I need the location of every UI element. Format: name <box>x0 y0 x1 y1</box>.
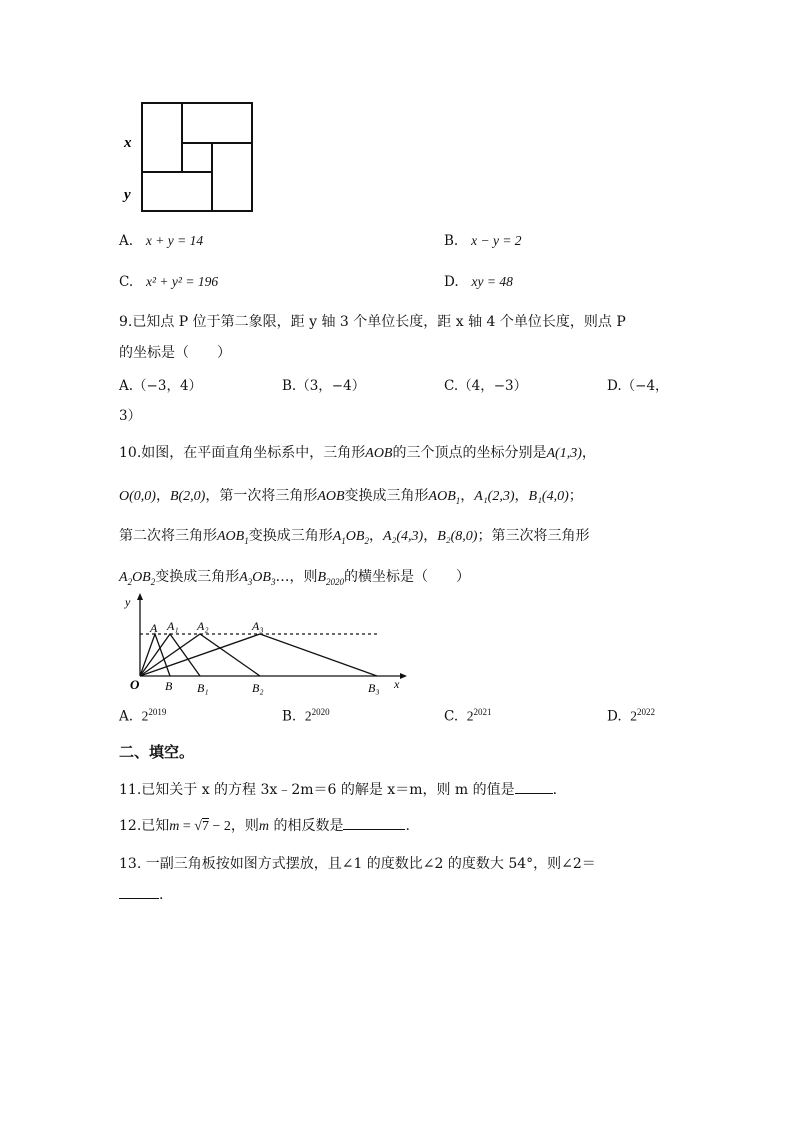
exponent: 2019 <box>148 707 167 717</box>
text: 的横坐标是（ ） <box>344 569 471 585</box>
text: …，则 <box>275 569 318 585</box>
y-label: y <box>125 595 131 609</box>
text: 的三个顶点的坐标分别是 <box>392 445 547 461</box>
q10-text-line2: O(0,0)，B(2,0)，第一次将三角形AOB变换成三角形$AOB_1$，A₁(2,3)，B₁(4,0)； <box>119 488 583 506</box>
option-label: D. <box>444 274 459 290</box>
outer-square <box>142 103 252 211</box>
q10-option-d[interactable] <box>607 707 655 725</box>
math: AOB <box>365 446 393 461</box>
point-a2-label: A₂ <box>197 619 209 633</box>
text: ，第一次将三角形 <box>205 488 318 504</box>
point-a1-label: A₁ <box>167 619 179 633</box>
text: . <box>552 782 558 798</box>
point-b1-label: B₁ <box>197 681 209 695</box>
option-label: C. <box>119 274 134 290</box>
rectangle-tiling-figure <box>120 95 260 220</box>
q9-option-a[interactable]: A.（−3，4） <box>119 378 203 394</box>
math: O(0,0) <box>119 489 156 504</box>
q10-text-line1 <box>119 442 596 462</box>
base: 2 <box>141 708 149 724</box>
point-a-label: A <box>150 621 158 635</box>
math: A₂(4,3) <box>382 529 424 544</box>
text: 变换成三角形 <box>248 528 333 544</box>
q9-text-line1: 9.已知点 P 位于第二象限，距 y 轴 3 个单位长度，距 x 轴 4 个单位长度，则点 P <box>119 314 626 330</box>
point-a3-label: A₃ <box>252 619 264 633</box>
math: B(2,0) <box>169 489 206 504</box>
math: m <box>258 819 270 834</box>
q9-text-line2: 的坐标是（ ） <box>119 345 231 361</box>
base: 2 <box>304 708 312 724</box>
sqrt-expression: √7 − 2 <box>194 819 231 834</box>
text: ， <box>581 445 596 461</box>
base: 2 <box>466 708 474 724</box>
label-y: y <box>124 187 131 203</box>
label-x: x <box>124 135 132 151</box>
math: $A_3OB_3$ <box>239 570 276 587</box>
q9-option-b[interactable]: B.（3，−4） <box>282 378 366 394</box>
math: $AOB_1$ <box>217 529 249 546</box>
q10-option-b[interactable] <box>282 707 330 725</box>
answer-blank[interactable] <box>343 815 405 830</box>
text: 的相反数是 <box>269 818 344 834</box>
option-a[interactable] <box>119 233 203 249</box>
q10-option-a[interactable] <box>119 707 166 725</box>
triangle-a3ob3 <box>140 634 377 676</box>
option-label: A. <box>119 233 134 249</box>
option-label: A. <box>119 708 134 725</box>
q13-text-line1: 13. 一副三角板按如图方式摆放，且∠1 的度数比∠2 的度数大 54°，则∠2＝ <box>119 856 596 872</box>
option-label: C. <box>444 708 459 725</box>
math: $A_2OB_2$ <box>119 570 156 587</box>
base: 2 <box>630 708 637 724</box>
y-arrow <box>137 593 143 600</box>
text: ；第三次将三角形 <box>477 528 590 544</box>
text: 第二次将三角形 <box>119 528 217 544</box>
option-expression: x − y = 2 <box>471 233 522 248</box>
text: 11.已知关于 x 的方程 3x﹣2m＝6 的解是 x＝m，则 m 的值是 <box>119 782 515 798</box>
text: 12.已知 <box>119 818 170 834</box>
q10-text-line4 <box>119 566 470 587</box>
option-label: D. <box>607 708 622 725</box>
exponent: 2022 <box>636 707 655 717</box>
answer-blank[interactable] <box>119 884 159 899</box>
option-d[interactable] <box>444 274 513 290</box>
text: ，则 <box>230 818 259 834</box>
math: A(1,3) <box>546 446 582 461</box>
exponent: 2021 <box>473 707 492 717</box>
point-b3-label: B₃ <box>368 681 380 695</box>
text: 变换成三角形 <box>344 488 429 504</box>
option-expression: xy = 48 <box>471 274 513 289</box>
option-label: B. <box>444 233 459 249</box>
q9-option-c[interactable]: C.（4，−3） <box>444 378 528 394</box>
math: A₁(2,3) <box>474 489 515 504</box>
math: AOB <box>317 489 345 504</box>
text: . <box>405 818 410 834</box>
math: B₁(4,0) <box>528 489 569 504</box>
section-title: 二、填空。 <box>119 743 195 761</box>
point-b-label: B <box>165 679 173 693</box>
q9-option-d-cont: 3） <box>119 408 142 424</box>
q9-option-d[interactable]: D.（−4， <box>607 378 669 394</box>
origin-label: O <box>130 677 140 692</box>
text: 10.如图，在平面直角坐标系中，三角形 <box>119 445 366 461</box>
option-expression: x² + y² = 196 <box>146 274 219 289</box>
option-label: B. <box>282 708 297 725</box>
math: $AOB_1$ <box>428 489 461 506</box>
exponent: 2020 <box>311 707 330 717</box>
x-arrow <box>400 673 407 679</box>
math: m <box>169 819 180 834</box>
option-c[interactable] <box>119 274 218 290</box>
q13-text-line2 <box>119 884 163 903</box>
math: $B_{2020}$ <box>317 570 345 587</box>
point-b2-label: B₂ <box>252 681 264 695</box>
q11-text <box>119 779 557 799</box>
option-b[interactable] <box>444 233 522 249</box>
option-expression: x + y = 14 <box>145 233 204 248</box>
math: $A_1OB_2$ <box>332 529 369 546</box>
q10-text-line3: 第二次将三角形$AOB_1$变换成三角形$A_1OB_2$，A₂(4,3)，B₂(8,0)；第三次将三角形 <box>119 528 590 546</box>
x-label: x <box>394 677 400 691</box>
text: . <box>159 887 164 903</box>
math: = <box>179 819 195 834</box>
triangle-transform-figure <box>115 592 415 702</box>
answer-blank[interactable] <box>515 779 553 794</box>
q10-option-c[interactable] <box>444 707 491 725</box>
math: B₂(8,0) <box>437 529 478 544</box>
text: 变换成三角形 <box>155 569 240 585</box>
q12-text <box>119 815 410 835</box>
